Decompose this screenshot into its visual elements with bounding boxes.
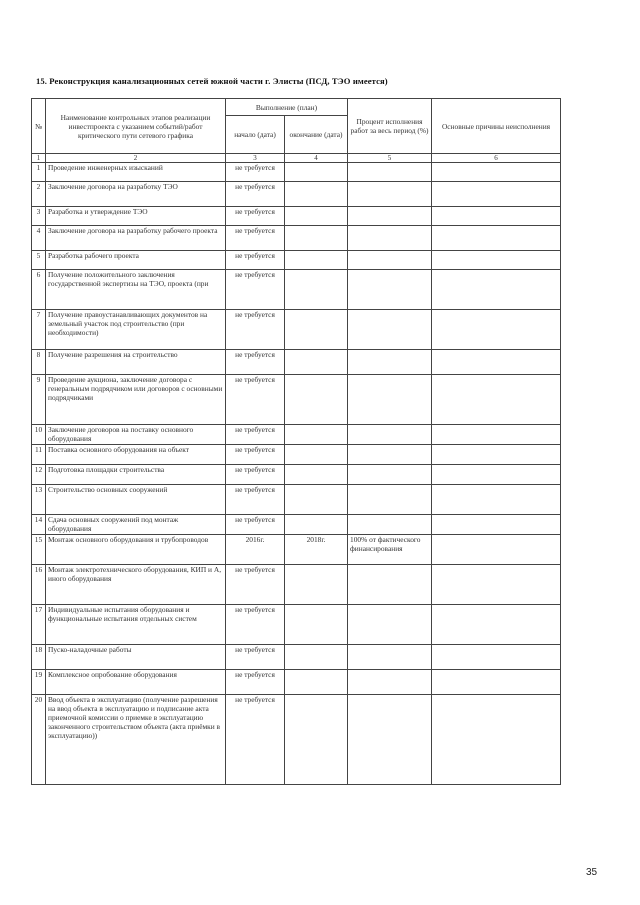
stage-name: Поставка основного оборудования на объект (46, 445, 226, 465)
end-date (285, 565, 348, 605)
non-execution-reasons (432, 251, 561, 270)
end-date (285, 445, 348, 465)
stage-name: Получение положительного заключения государственной экспертизы на ТЭО, проекта (при (46, 270, 226, 310)
row-number: 14 (32, 515, 46, 535)
end-date (285, 695, 348, 785)
non-execution-reasons (432, 670, 561, 695)
start-date: не требуется (226, 670, 285, 695)
non-execution-reasons (432, 310, 561, 350)
table-row (32, 565, 561, 605)
execution-percent (348, 605, 432, 645)
stage-name: Получение разрешения на строительство (46, 350, 226, 375)
start-date: не требуется (226, 375, 285, 425)
end-date (285, 207, 348, 226)
execution-percent (348, 375, 432, 425)
row-number: 10 (32, 425, 46, 445)
non-execution-reasons (432, 605, 561, 645)
row-number: 2 (32, 182, 46, 207)
investment-stages-table (31, 98, 561, 785)
stage-name: Проведение аукциона, заключение договора с генеральным подрядчиком или договоров с основными подрядчиками (46, 375, 226, 425)
table-row (32, 350, 561, 375)
table-row (32, 670, 561, 695)
table-row (32, 251, 561, 270)
execution-percent (348, 695, 432, 785)
stage-name: Строительство основных сооружений (46, 485, 226, 515)
stage-name: Индивидуальные испытания оборудования и функциональные испытания отдельных систем (46, 605, 226, 645)
non-execution-reasons (432, 645, 561, 670)
stage-name: Проведение инженерных изысканий (46, 163, 226, 182)
table-row (32, 605, 561, 645)
column-number: 5 (348, 154, 432, 163)
table-row (32, 535, 561, 565)
start-date: не требуется (226, 515, 285, 535)
header-stage-name: Наименование контрольных этапов реализации инвестпроекта с указанием событий/работ критического пути сетевого графика (46, 99, 226, 154)
execution-percent (348, 163, 432, 182)
row-number: 18 (32, 645, 46, 670)
start-date: не требуется (226, 270, 285, 310)
table-row (32, 310, 561, 350)
non-execution-reasons (432, 445, 561, 465)
header-end-date: окончание (дата) (285, 116, 348, 154)
start-date: 2016г. (226, 535, 285, 565)
non-execution-reasons (432, 425, 561, 445)
row-number: 5 (32, 251, 46, 270)
end-date (285, 270, 348, 310)
start-date: не требуется (226, 226, 285, 251)
start-date: не требуется (226, 605, 285, 645)
row-number: 7 (32, 310, 46, 350)
start-date: не требуется (226, 350, 285, 375)
header-reasons: Основные причины неисполнения (432, 99, 561, 154)
end-date (285, 605, 348, 645)
page-number: 35 (586, 867, 598, 878)
stage-name: Пуско-наладочные работы (46, 645, 226, 670)
end-date (285, 670, 348, 695)
table-row (32, 645, 561, 670)
table-row (32, 485, 561, 515)
stage-name: Разработка и утверждение ТЭО (46, 207, 226, 226)
start-date: не требуется (226, 645, 285, 670)
table-row (32, 207, 561, 226)
stage-name: Комплексное опробование оборудования (46, 670, 226, 695)
execution-percent (348, 465, 432, 485)
end-date (285, 226, 348, 251)
row-number: 8 (32, 350, 46, 375)
column-number: 4 (285, 154, 348, 163)
table-row (32, 270, 561, 310)
row-number: 3 (32, 207, 46, 226)
row-number: 9 (32, 375, 46, 425)
start-date: не требуется (226, 207, 285, 226)
row-number: 20 (32, 695, 46, 785)
row-number: 16 (32, 565, 46, 605)
execution-percent (348, 251, 432, 270)
end-date (285, 425, 348, 445)
table-row (32, 182, 561, 207)
non-execution-reasons (432, 515, 561, 535)
column-number: 2 (46, 154, 226, 163)
start-date: не требуется (226, 163, 285, 182)
table-row (32, 226, 561, 251)
start-date: не требуется (226, 425, 285, 445)
execution-percent (348, 207, 432, 226)
header-execution-plan: Выполнение (план) (226, 99, 348, 116)
end-date (285, 251, 348, 270)
column-number-row (32, 154, 561, 163)
execution-percent (348, 445, 432, 465)
execution-percent (348, 515, 432, 535)
non-execution-reasons (432, 695, 561, 785)
table-row (32, 465, 561, 485)
execution-percent (348, 485, 432, 515)
non-execution-reasons (432, 182, 561, 207)
row-number: 19 (32, 670, 46, 695)
stage-name: Заключение договора на разработку рабочего проекта (46, 226, 226, 251)
end-date (285, 645, 348, 670)
header-percent: Процент исполнения работ за весь период (%) (348, 99, 432, 154)
start-date: не требуется (226, 310, 285, 350)
non-execution-reasons (432, 163, 561, 182)
non-execution-reasons (432, 485, 561, 515)
row-number: 6 (32, 270, 46, 310)
end-date (285, 515, 348, 535)
table-row (32, 375, 561, 425)
column-number: 3 (226, 154, 285, 163)
stage-name: Монтаж электротехнического оборудования, КИП и А, иного оборудования (46, 565, 226, 605)
end-date (285, 375, 348, 425)
execution-percent (348, 565, 432, 605)
execution-percent (348, 425, 432, 445)
row-number: 11 (32, 445, 46, 465)
execution-percent (348, 670, 432, 695)
end-date (285, 310, 348, 350)
table-row (32, 163, 561, 182)
row-number: 4 (32, 226, 46, 251)
start-date: не требуется (226, 465, 285, 485)
non-execution-reasons (432, 350, 561, 375)
start-date: не требуется (226, 695, 285, 785)
start-date: не требуется (226, 485, 285, 515)
stage-name: Заключение договора на разработку ТЭО (46, 182, 226, 207)
execution-percent (348, 645, 432, 670)
non-execution-reasons (432, 375, 561, 425)
execution-percent (348, 182, 432, 207)
end-date (285, 182, 348, 207)
execution-percent: 100% от фактического финансирования (348, 535, 432, 565)
execution-percent (348, 226, 432, 251)
table-row (32, 515, 561, 535)
stage-name: Разработка рабочего проекта (46, 251, 226, 270)
non-execution-reasons (432, 535, 561, 565)
end-date (285, 350, 348, 375)
end-date (285, 485, 348, 515)
column-number: 6 (432, 154, 561, 163)
execution-percent (348, 270, 432, 310)
start-date: не требуется (226, 445, 285, 465)
row-number: 12 (32, 465, 46, 485)
execution-percent (348, 310, 432, 350)
table-row (32, 445, 561, 465)
non-execution-reasons (432, 565, 561, 605)
table-row (32, 425, 561, 445)
stage-name: Ввод объекта в эксплуатацию (получение разрешения на ввод объекта в эксплуатацию и подписание акта приемочной комиссии о приемке в эксплуатацию законченного строительством объекта (акта приёмки в эксплуатацию)) (46, 695, 226, 785)
stage-name: Получение правоустанавливающих документов на земельный участок под строительство (при необходимости) (46, 310, 226, 350)
non-execution-reasons (432, 207, 561, 226)
row-number: 13 (32, 485, 46, 515)
non-execution-reasons (432, 465, 561, 485)
section-title: 15. Реконструкция канализационных сетей южной части г. Элисты (ПСД, ТЭО имеется) (36, 76, 388, 86)
row-number: 1 (32, 163, 46, 182)
start-date: не требуется (226, 565, 285, 605)
end-date: 2018г. (285, 535, 348, 565)
non-execution-reasons (432, 270, 561, 310)
start-date: не требуется (226, 182, 285, 207)
stage-name: Подготовка площадки строительства (46, 465, 226, 485)
execution-percent (348, 350, 432, 375)
header-num: № (32, 99, 46, 154)
stage-name: Заключение договоров на поставку основного оборудования (46, 425, 226, 445)
header-start-date: начало (дата) (226, 116, 285, 154)
non-execution-reasons (432, 226, 561, 251)
start-date: не требуется (226, 251, 285, 270)
stage-name: Монтаж основного оборудования и трубопроводов (46, 535, 226, 565)
row-number: 15 (32, 535, 46, 565)
row-number: 17 (32, 605, 46, 645)
end-date (285, 163, 348, 182)
column-number: 1 (32, 154, 46, 163)
end-date (285, 465, 348, 485)
stage-name: Сдача основных сооружений под монтаж оборудования (46, 515, 226, 535)
table-row (32, 695, 561, 785)
